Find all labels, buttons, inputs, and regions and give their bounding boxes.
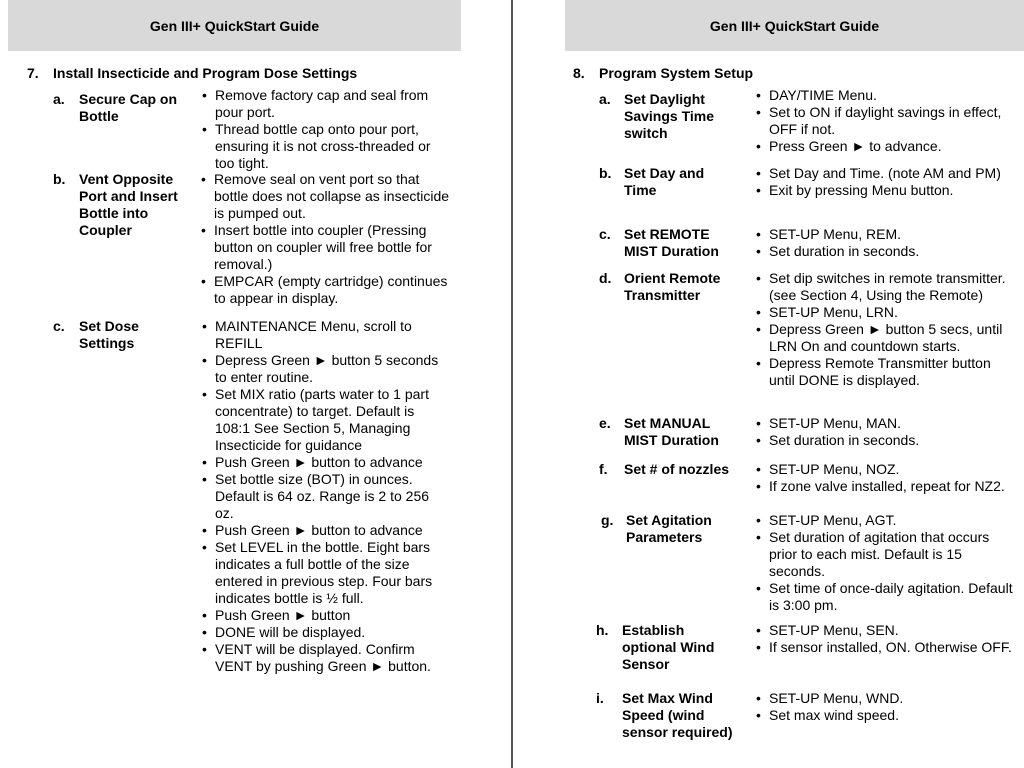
step-letter: b. xyxy=(599,165,612,181)
step-letter: h. xyxy=(596,622,609,638)
bullet-item: • Push Green ► button to advance xyxy=(201,454,451,471)
bullet-item: • Set duration of agitation that occurs prior to each mist. Default is 15 seconds. xyxy=(755,529,1017,580)
right-page-header: Gen III+ QuickStart Guide xyxy=(565,0,1024,51)
section-title-text: Program System Setup xyxy=(599,65,754,81)
step-bullets xyxy=(201,318,451,675)
bullet-item: • Push Green ► button xyxy=(201,607,451,624)
bullet-item: • Remove factory cap and seal from pour port. xyxy=(201,87,451,121)
left-page-header: Gen III+ QuickStart Guide xyxy=(8,0,461,51)
step-letter: e. xyxy=(599,415,611,431)
bullet-item: • SET-UP Menu, MAN. xyxy=(755,415,1017,432)
step-name: Secure Cap on Bottle xyxy=(79,91,178,124)
page-divider xyxy=(511,0,513,768)
step-name: Set Dose Settings xyxy=(79,318,139,351)
section-number: 8. xyxy=(573,65,585,81)
bullet-item: • Remove seal on vent port so that bottle does not collapse as insecticide is pumped out. xyxy=(200,171,450,222)
bullet-item: • If sensor installed, ON. Otherwise OFF. xyxy=(755,639,1017,656)
step-letter: d. xyxy=(599,270,612,286)
step-bullets xyxy=(755,690,1017,724)
section-title-text: Install Insecticide and Program Dose Settings xyxy=(53,65,358,81)
step-letter: a. xyxy=(53,91,65,107)
step-bullets xyxy=(755,622,1017,656)
bullet-item: • Thread bottle cap onto pour port, ensuring it is not cross-threaded or too tight. xyxy=(201,121,451,172)
bullet-item: • Set dip switches in remote transmitter. (see Section 4, Using the Remote) xyxy=(755,270,1017,304)
step-name: Set # of nozzles xyxy=(624,461,730,477)
step-bullets xyxy=(755,165,1017,199)
step-name: Set Agitation Parameters xyxy=(626,512,712,545)
step-name: Vent Opposite Port and Insert Bottle into Coupler xyxy=(79,171,178,238)
bullet-item: • Set Day and Time. (note AM and PM) xyxy=(755,165,1017,182)
bullet-item: • SET-UP Menu, AGT. xyxy=(755,512,1017,529)
bullet-item: • DAY/TIME Menu. xyxy=(755,87,1017,104)
bullet-item: • Set LEVEL in the bottle. Eight bars indicates a full bottle of the size entered in previous step. Four bars indicates bottle is ½ full. xyxy=(201,539,451,607)
step-letter: b. xyxy=(53,171,66,187)
step-name: Establish optional Wind Sensor xyxy=(622,622,715,672)
bullet-item: • Press Green ► to advance. xyxy=(755,138,1017,155)
step-name: Set Day and Time xyxy=(624,165,705,198)
step-name: Set MANUAL MIST Duration xyxy=(624,415,719,448)
section-8-title xyxy=(573,65,753,81)
step-bullets xyxy=(755,87,1017,155)
step-name: Set REMOTE MIST Duration xyxy=(624,226,719,259)
bullet-item: • Set duration in seconds. xyxy=(755,432,1017,449)
bullet-item: • Depress Green ► button 5 seconds to enter routine. xyxy=(201,352,451,386)
bullet-item: • If zone valve installed, repeat for NZ2. xyxy=(755,478,1017,495)
step-bullets xyxy=(755,415,1017,449)
bullet-item: • MAINTENANCE Menu, scroll to REFILL xyxy=(201,318,451,352)
bullet-item: • Set bottle size (BOT) in ounces. Default is 64 oz. Range is 2 to 256 oz. xyxy=(201,471,451,522)
bullet-item: • Set duration in seconds. xyxy=(755,243,1017,260)
bullet-item: • SET-UP Menu, SEN. xyxy=(755,622,1017,639)
step-bullets xyxy=(200,171,450,307)
bullet-item: • Set max wind speed. xyxy=(755,707,1017,724)
bullet-item: • Set to ON if daylight savings in effect, OFF if not. xyxy=(755,104,1017,138)
step-bullets xyxy=(755,226,1017,260)
bullet-item: • Push Green ► button to advance xyxy=(201,522,451,539)
bullet-item: • Insert bottle into coupler (Pressing button on coupler will free bottle for removal.) xyxy=(200,222,450,273)
bullet-item: • EMPCAR (empty cartridge) continues to appear in display. xyxy=(200,273,450,307)
section-number: 7. xyxy=(27,65,39,81)
bullet-item: • SET-UP Menu, LRN. xyxy=(755,304,1017,321)
step-name: Orient Remote Transmitter xyxy=(624,270,721,303)
step-letter: f. xyxy=(599,461,608,477)
step-bullets xyxy=(755,512,1017,614)
bullet-item: • Set time of once-daily agitation. Default is 3:00 pm. xyxy=(755,580,1017,614)
step-bullets xyxy=(755,270,1017,389)
bullet-item: • DONE will be displayed. xyxy=(201,624,451,641)
step-letter: a. xyxy=(599,91,611,107)
step-bullets xyxy=(201,87,451,172)
bullet-item: • SET-UP Menu, NOZ. xyxy=(755,461,1017,478)
step-letter: c. xyxy=(599,226,611,242)
bullet-item: • Set MIX ratio (parts water to 1 part concentrate) to target. Default is 108:1 See Section 5, Managing Insecticide for guidance xyxy=(201,386,451,454)
step-letter: c. xyxy=(53,318,65,334)
step-letter: g. xyxy=(601,512,614,528)
step-name: Set Daylight Savings Time switch xyxy=(624,91,715,141)
step-name: Set Max Wind Speed (wind sensor required) xyxy=(622,690,733,740)
bullet-item: • SET-UP Menu, REM. xyxy=(755,226,1017,243)
bullet-item: • VENT will be displayed. Confirm VENT by pushing Green ► button. xyxy=(201,641,451,675)
section-7-title xyxy=(27,65,357,81)
bullet-item: • Depress Green ► button 5 secs, until LRN On and countdown starts. xyxy=(755,321,1017,355)
step-letter: i. xyxy=(596,690,604,706)
bullet-item: • SET-UP Menu, WND. xyxy=(755,690,1017,707)
step-bullets xyxy=(755,461,1017,495)
bullet-item: • Depress Remote Transmitter button until DONE is displayed. xyxy=(755,355,1017,389)
bullet-item: • Exit by pressing Menu button. xyxy=(755,182,1017,199)
right-page xyxy=(516,0,1024,768)
